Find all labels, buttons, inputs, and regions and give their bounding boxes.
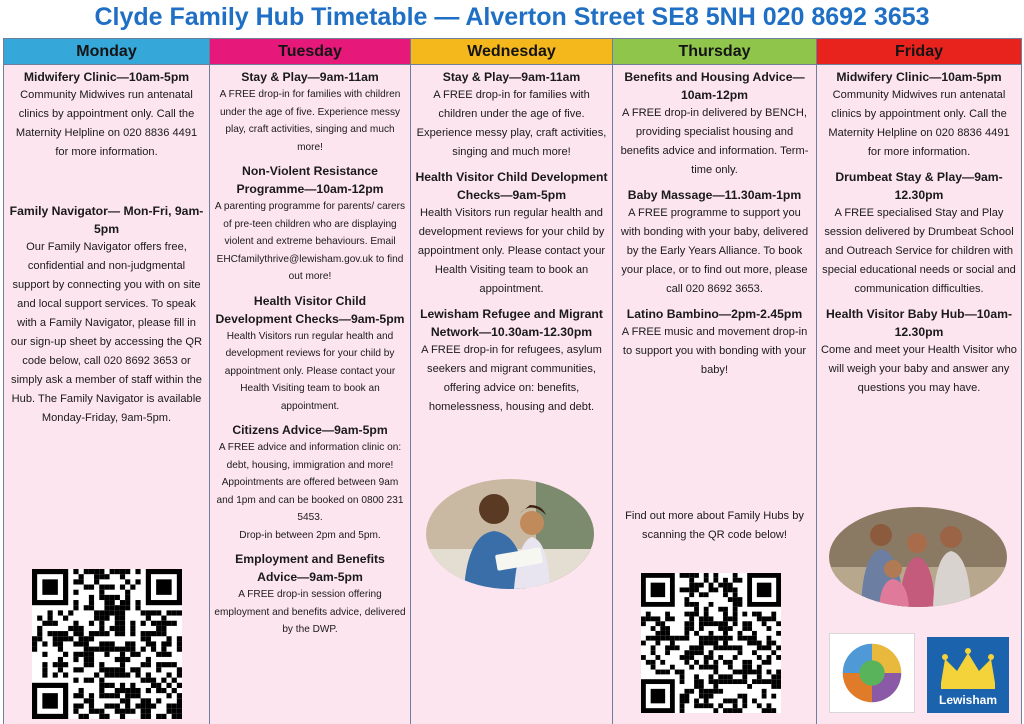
event-title: Health Visitor Child Development Checks—9am-5pm <box>415 170 608 202</box>
family-hub-wheel-logo <box>829 633 915 713</box>
event-lewisham-refugee-network <box>415 305 608 417</box>
event-title: Employment and Benefits Advice—9am-5pm <box>235 552 385 584</box>
event-description: Community Midwives run antenatal clinics by appointment only. Call the Maternity Helpline on 020 8836 4491 for more information. <box>15 89 198 158</box>
column-thursday <box>612 39 816 724</box>
event-description: Health Visitors run regular health and development reviews for your child by appointment only. Please contact your Health Visiting team to book an appointment. <box>224 330 396 412</box>
event-stay-and-play-wednesday <box>415 68 608 162</box>
event-health-visitor-checks-tuesday <box>214 292 406 416</box>
event-description: Community Midwives run antenatal clinics by appointment only. Call the Maternity Helpline on 020 8836 4491 for more information. <box>828 89 1010 158</box>
event-title: Stay & Play—9am-11am <box>442 70 581 84</box>
event-family-navigator <box>8 202 205 428</box>
event-health-visitor-baby-hub <box>821 305 1017 398</box>
event-drumbeat-stay-and-play <box>821 168 1017 299</box>
event-baby-massage <box>617 186 812 299</box>
timetable-grid <box>3 38 1022 724</box>
event-title: Citizens Advice—9am-5pm <box>232 423 388 437</box>
event-description: Health Visitors run regular health and development reviews for your child by appointment only. Please contact your Health Visiting team to book an appointment. <box>417 207 606 295</box>
event-midwifery-clinic-friday <box>821 68 1017 162</box>
event-employment-benefits <box>214 550 406 639</box>
event-title: Benefits and Housing Advice—10am-12pm <box>624 70 805 102</box>
event-citizens-advice <box>214 421 406 544</box>
event-description: A FREE drop-in for families with children under the age of five. Experience messy play, craft activities, singing and much more! <box>416 89 607 158</box>
event-title: Drumbeat Stay & Play—9am-12.30pm <box>835 170 1003 202</box>
event-title: Midwifery Clinic—10am-5pm <box>23 70 190 84</box>
event-description: A FREE programme to support you with bonding with your baby, delivered by the Early Years Alliance. To book your place, or to find out more, please call 020 8692 3653. <box>620 207 809 295</box>
day-header-wednesday: Wednesday <box>411 39 612 65</box>
event-note: Drop-in between 2pm and 5pm. <box>239 529 381 541</box>
page-title: Clyde Family Hub Timetable — Alverton Street SE8 5NH 020 8692 3653 <box>94 3 930 31</box>
event-title: Non-Violent Resistance Programme—10am-12pm <box>236 164 384 196</box>
day-header-monday: Monday <box>4 39 209 65</box>
family-group-photo <box>829 507 1007 607</box>
column-wednesday <box>410 39 612 724</box>
event-title: Midwifery Clinic—10am-5pm <box>836 70 1002 84</box>
event-description: A FREE drop-in for refugees, asylum seekers and migrant communities, offering advice on: benefits, homelessness, housing and debt. <box>421 344 602 413</box>
column-tuesday <box>209 39 410 724</box>
father-and-child-reading-photo <box>426 479 594 589</box>
find-out-more-text: Find out more about Family Hubs by scanning the QR code below! <box>625 510 804 541</box>
event-description: A parenting programme for parents/ carers of pre-teen children who are displaying violent and extreme behaviours. Email EHCfamilythrive@lewisham.gov.uk to find out more! <box>214 201 406 282</box>
event-latino-bambino <box>617 305 812 380</box>
event-title: Health Visitor Child Development Checks—9am-5pm <box>215 293 405 326</box>
event-description: A FREE drop-in delivered by BENCH, providing specialist housing and benefits advice and information. Term-time only. <box>620 107 809 176</box>
lewisham-logo-text: Lewisham <box>938 693 998 707</box>
event-description: A FREE specialised Stay and Play session delivered by Drumbeat School and Outreach Service for children with special educational needs or social and communication difficulties. <box>822 207 1016 295</box>
event-description: Come and meet your Health Visitor who will weigh your baby and answer any questions you may have. <box>821 344 1017 394</box>
qr-code-thursday[interactable] <box>641 573 781 713</box>
event-benefits-housing-advice <box>617 68 812 180</box>
event-title: Health Visitor Baby Hub—10am-12.30pm <box>825 307 1013 339</box>
qr-code-monday[interactable] <box>32 569 182 719</box>
event-description: A FREE advice and information clinic on: debt, housing, immigration and more! Appointments are offered between 9am and 1pm and can be booked on 0800 231 5453. <box>216 442 404 523</box>
event-description: A FREE music and movement drop-in to support you with bonding with your baby! <box>621 326 808 376</box>
day-header-thursday: Thursday <box>613 39 816 65</box>
event-description: A FREE drop-in session offering employment and benefits advice, delivered by the DWP. <box>214 589 406 635</box>
lewisham-crown-logo <box>927 637 1009 713</box>
event-title: Stay & Play—9am-11am <box>241 70 379 84</box>
event-title: Family Navigator— Mon-Fri, 9am-5pm <box>9 204 204 236</box>
day-header-friday: Friday <box>817 39 1021 65</box>
event-midwifery-clinic-monday <box>8 68 205 162</box>
event-health-visitor-checks-wednesday <box>415 168 608 299</box>
event-non-violent-resistance <box>214 162 406 286</box>
column-friday <box>816 39 1022 724</box>
event-description: A FREE drop-in for families with children under the age of five. Experience messy play, craft activities, singing and much more! <box>219 89 401 153</box>
event-description: Our Family Navigator offers free, confidential and non-judgmental support by connecting you with on site and local support services. To speak with a Family Navigator, please fill in our sign-up sheet by accessing the QR code below, call 020 8692 3653 or simply ask a member of staff within the Hub. The Family Navigator is available Monday-Friday, 9am-5pm. <box>10 241 203 424</box>
event-title: Lewisham Refugee and Migrant Network—10.30am-12.30pm <box>420 307 603 339</box>
event-title: Latino Bambino—2pm-2.45pm <box>626 307 803 321</box>
column-monday <box>3 39 209 724</box>
event-stay-and-play-tuesday <box>214 68 406 156</box>
day-header-tuesday: Tuesday <box>210 39 410 65</box>
event-title: Baby Massage—11.30am-1pm <box>627 188 802 202</box>
